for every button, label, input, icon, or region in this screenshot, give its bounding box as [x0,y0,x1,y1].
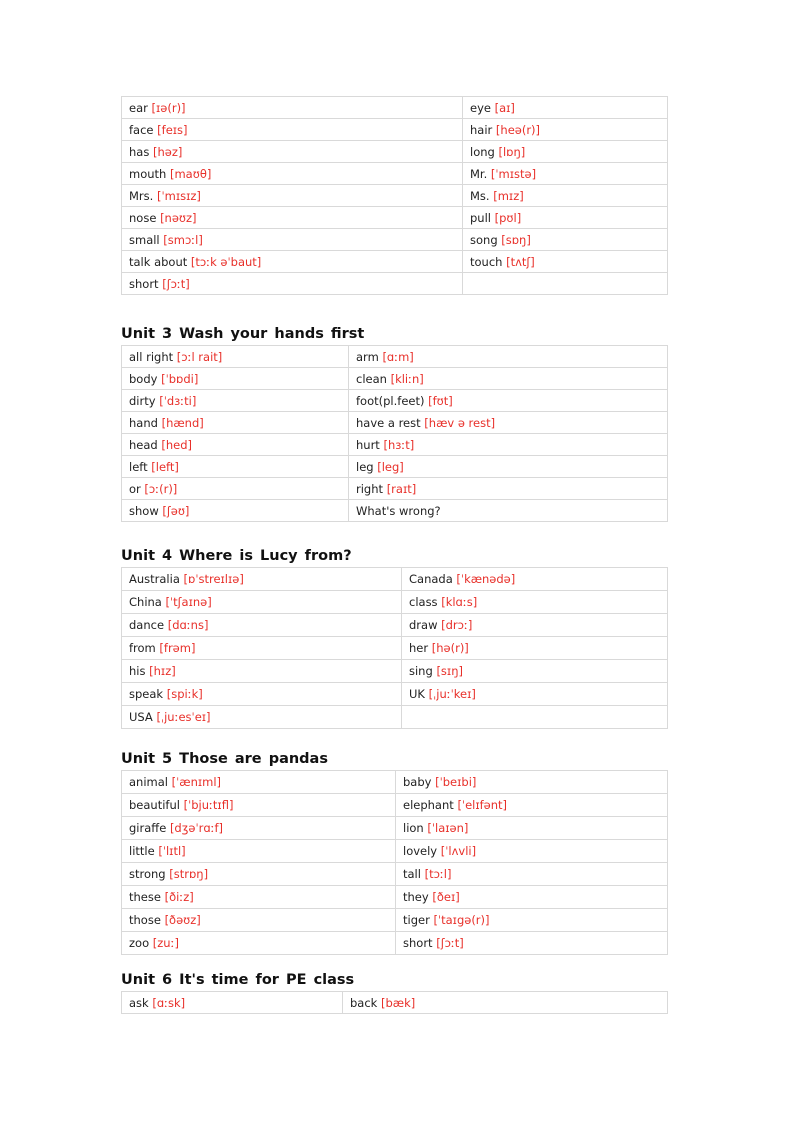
vocab-phonetic: [frəm] [159,641,196,655]
table-row [122,683,668,706]
vocab-cell [122,909,396,932]
vocab-word: tall [403,867,421,881]
vocab-cell [122,863,396,886]
vocab-cell [396,932,668,955]
table-row [122,478,668,500]
table-row [122,185,668,207]
table-row [122,591,668,614]
vocab-phonetic: [raɪt] [386,481,417,496]
vocab-word: arm [356,349,379,364]
vocab-cell [396,771,668,794]
vocab-word: animal [129,775,168,789]
vocab-cell [122,412,349,434]
vocab-table [121,96,668,295]
vocab-cell [122,992,343,1014]
table-row [122,229,668,251]
vocab-phonetic: [strɒŋ] [169,867,209,881]
vocab-phonetic: [heə(r)] [495,122,541,137]
vocab-phonetic: [tʌtʃ] [506,254,535,269]
vocab-cell [349,368,668,390]
vocab-word: or [129,481,141,496]
vocab-cell [122,817,396,840]
vocab-word: all right [129,349,174,364]
vocab-phonetic: [ɔː(r)] [144,481,178,496]
vocab-cell [463,273,668,295]
unit-heading: Unit 6 It's time for PE class [121,972,355,988]
vocab-phonetic: [feɪs] [157,122,188,137]
vocab-word: head [129,437,158,452]
table-row [122,412,668,434]
vocab-phonetic: [zuː] [152,936,179,950]
vocab-phonetic: [ɪə(r)] [151,100,186,115]
vocab-word: body [129,371,158,386]
vocab-cell [463,141,668,163]
vocab-word: ask [129,995,149,1010]
unit-4-section [121,545,667,729]
vocab-cell [343,992,668,1014]
vocab-cell [122,434,349,456]
vocab-cell [463,207,668,229]
vocab-cell [122,637,402,660]
vocab-word: ear [129,100,148,115]
table-row [122,706,668,729]
vocab-cell [402,683,668,706]
vocab-word: hurt [356,437,380,452]
table-row [122,817,668,840]
vocab-word: baby [403,775,432,789]
vocab-word: zoo [129,936,150,950]
vocab-phonetic: [lɒŋ] [498,144,526,159]
vocab-word: little [129,844,155,858]
table-row [122,251,668,273]
table-row [122,141,668,163]
vocab-cell [122,390,349,412]
vocab-phonetic: [ˈlɪtl] [158,844,186,858]
vocab-phonetic: [ɔːl rait] [176,349,223,364]
unit-6-section [121,969,667,1014]
vocab-table [121,770,668,955]
vocab-cell [396,909,668,932]
vocab-word: strong [129,867,166,881]
vocab-word: left [129,459,148,474]
vocab-phonetic: [hɜːt] [383,437,415,452]
vocab-phonetic: [kliːn] [390,371,424,386]
vocab-word: draw [409,618,438,632]
vocab-phonetic: [ˌjuːˈkeɪ] [428,687,476,701]
unit-heading: Unit 4 Where is Lucy from? [121,548,352,564]
vocab-word: hand [129,415,158,430]
vocab-cell [349,434,668,456]
vocab-word: right [356,481,384,496]
table-row [122,273,668,295]
vocab-phonetic: [ˈtʃaɪnə] [165,595,212,609]
vocab-word: USA [129,710,153,724]
vocab-word: hair [470,122,493,137]
vocab-phonetic: [həz] [152,144,183,159]
vocab-cell [122,368,349,390]
vocab-phonetic: [hænd] [161,415,204,430]
vocab-section-continued [121,96,667,295]
vocab-phonetic: [ˈbɒdi] [161,371,199,386]
vocab-word: pull [470,210,491,225]
vocab-word: Mrs. [129,188,154,203]
vocab-cell [122,568,402,591]
vocab-word: have a rest [356,415,421,430]
vocab-cell [122,456,349,478]
vocab-word: short [129,276,159,291]
vocab-cell [122,478,349,500]
vocab-cell [122,794,396,817]
vocab-phonetic: [mɪz] [493,188,524,203]
table-row [122,97,668,119]
vocab-table [121,991,668,1014]
vocab-cell [396,817,668,840]
vocab-phonetic: [maʊθ] [169,166,212,181]
vocab-phonetic: [ɒˈstreɪlɪə] [183,572,244,586]
vocab-phonetic: [ˈtaɪgə(r)] [433,913,490,927]
vocab-cell [349,500,668,522]
vocab-word: Canada [409,572,453,586]
vocab-phonetic: [ɑːm] [382,349,414,364]
vocab-word: leg [356,459,374,474]
vocab-cell [122,163,463,185]
vocab-phonetic: [ʃɔːt] [436,936,464,950]
vocab-cell [122,251,463,273]
vocab-word: long [470,144,495,159]
vocab-word: lion [403,821,424,835]
vocab-word: beautiful [129,798,180,812]
table-row [122,992,668,1014]
vocab-cell [122,185,463,207]
vocab-word: What's wrong? [356,503,441,518]
unit-heading: Unit 5 Those are pandas [121,751,328,767]
vocab-cell [122,119,463,141]
vocab-cell [463,119,668,141]
unit-5-section [121,748,667,955]
vocab-phonetic: [ˈkænədə] [456,572,516,586]
vocab-word: Australia [129,572,180,586]
vocab-cell [122,660,402,683]
vocab-phonetic: [ɑːsk] [152,995,186,1010]
table-row [122,500,668,522]
vocab-word: they [403,890,429,904]
vocab-word: dance [129,618,165,632]
vocab-phonetic: [ˈlaɪən] [427,821,469,835]
vocab-word: lovely [403,844,438,858]
vocab-cell [463,251,668,273]
unit-heading: Unit 3 Wash your hands first [121,326,365,342]
vocab-word: elephant [403,798,454,812]
vocab-phonetic: [spiːk] [166,687,203,701]
vocab-cell [402,568,668,591]
vocab-phonetic: [drɔː] [441,618,473,632]
table-row [122,568,668,591]
unit-3-section [121,323,667,522]
vocab-cell [122,771,396,794]
vocab-phonetic: [dɑːns] [167,618,209,632]
vocab-cell [122,500,349,522]
vocab-word: these [129,890,161,904]
table-row [122,456,668,478]
vocab-phonetic: [hə(r)] [431,641,469,655]
vocab-word: touch [470,254,503,269]
vocab-cell [122,346,349,368]
vocab-phonetic: [ðəʊz] [164,913,201,927]
table-row [122,346,668,368]
table-row [122,660,668,683]
vocab-word: talk about [129,254,188,269]
vocab-cell [122,614,402,637]
vocab-phonetic: [aɪ] [494,100,515,115]
table-row [122,119,668,141]
table-row [122,886,668,909]
vocab-word: foot(pl.feet) [356,393,425,408]
vocab-word: UK [409,687,425,701]
vocab-cell [122,683,402,706]
vocab-phonetic: [ˈlʌvli] [440,844,477,858]
vocab-cell [122,932,396,955]
table-row [122,932,668,955]
vocab-cell [122,229,463,251]
vocab-phonetic: [ˈdɜːti] [159,393,197,408]
vocab-phonetic: [sɒŋ] [501,232,531,247]
vocab-phonetic: [tɔːk əˈbaut] [190,254,262,269]
vocab-word: mouth [129,166,167,181]
vocab-phonetic: [ˌjuːesˈeɪ] [156,710,211,724]
table-row [122,390,668,412]
table-row [122,794,668,817]
vocab-cell [122,840,396,863]
vocab-word: back [350,995,378,1010]
vocab-word: speak [129,687,164,701]
vocab-phonetic: [hed] [161,437,193,452]
vocab-phonetic: [ʃɔːt] [162,276,190,291]
vocab-cell [349,390,668,412]
vocab-word: small [129,232,160,247]
vocab-word: sing [409,664,433,678]
vocab-cell [402,660,668,683]
vocab-word: show [129,503,159,518]
vocab-phonetic: [nəʊz] [160,210,197,225]
table-row [122,614,668,637]
vocab-phonetic: [ˈelɪfənt] [457,798,508,812]
vocab-table [121,567,668,729]
table-row [122,637,668,660]
vocab-cell [402,637,668,660]
vocab-word: his [129,664,146,678]
vocab-cell [402,614,668,637]
vocab-phonetic: [ˈænɪml] [171,775,222,789]
vocab-cell [349,412,668,434]
table-row [122,771,668,794]
table-row [122,207,668,229]
vocab-phonetic: [sɪŋ] [436,664,463,678]
vocab-cell [463,229,668,251]
vocab-phonetic: [ˈmɪstə] [490,166,537,181]
vocab-phonetic: [tɔːl] [424,867,452,881]
vocab-word: from [129,641,156,655]
vocab-phonetic: [ðiːz] [164,890,194,904]
vocab-cell [122,97,463,119]
vocab-phonetic: [fʊt] [428,393,453,408]
vocab-cell [463,97,668,119]
vocab-word: Ms. [470,188,490,203]
vocab-phonetic: [klɑːs] [441,595,478,609]
vocab-phonetic: [ˈbjuːtɪfl] [183,798,234,812]
vocab-cell [396,840,668,863]
vocab-word: giraffe [129,821,167,835]
vocab-phonetic: [ðeɪ] [432,890,460,904]
vocab-phonetic: [pʊl] [494,210,522,225]
vocab-cell [349,478,668,500]
vocab-word: dirty [129,393,156,408]
vocab-word: tiger [403,913,430,927]
vocab-cell [402,591,668,614]
vocab-phonetic: [ʃəʊ] [162,503,190,518]
vocab-word: Mr. [470,166,488,181]
table-row [122,840,668,863]
table-row [122,434,668,456]
vocab-word: clean [356,371,387,386]
vocab-word: face [129,122,154,137]
vocab-word: nose [129,210,157,225]
vocab-cell [396,863,668,886]
vocab-cell [122,591,402,614]
vocab-phonetic: [dʒəˈrɑːf] [169,821,224,835]
vocab-phonetic: [ˈmɪsɪz] [156,188,201,203]
table-row [122,909,668,932]
vocab-cell [349,346,668,368]
vocab-phonetic: [ˈbeɪbi] [435,775,477,789]
vocab-phonetic: [left] [151,459,179,474]
table-row [122,163,668,185]
vocab-cell [349,456,668,478]
vocab-cell [396,886,668,909]
vocab-cell [122,273,463,295]
vocab-word: song [470,232,498,247]
vocab-cell [396,794,668,817]
vocab-cell [122,207,463,229]
vocab-word: eye [470,100,491,115]
table-row [122,863,668,886]
vocab-phonetic: [smɔːl] [163,232,203,247]
vocab-word: class [409,595,438,609]
vocab-phonetic: [bæk] [381,995,416,1010]
vocab-cell [122,706,402,729]
vocab-cell [402,706,668,729]
vocab-phonetic: [leg] [377,459,404,474]
vocab-cell [122,141,463,163]
vocab-word: China [129,595,162,609]
vocab-word: those [129,913,161,927]
table-row [122,368,668,390]
vocab-cell [463,185,668,207]
vocab-cell [463,163,668,185]
vocab-phonetic: [hæv ə rest] [424,415,496,430]
vocab-cell [122,886,396,909]
vocab-phonetic: [hɪz] [149,664,176,678]
vocab-table [121,345,668,522]
vocab-word: short [403,936,433,950]
vocab-word: her [409,641,429,655]
vocab-word: has [129,144,150,159]
